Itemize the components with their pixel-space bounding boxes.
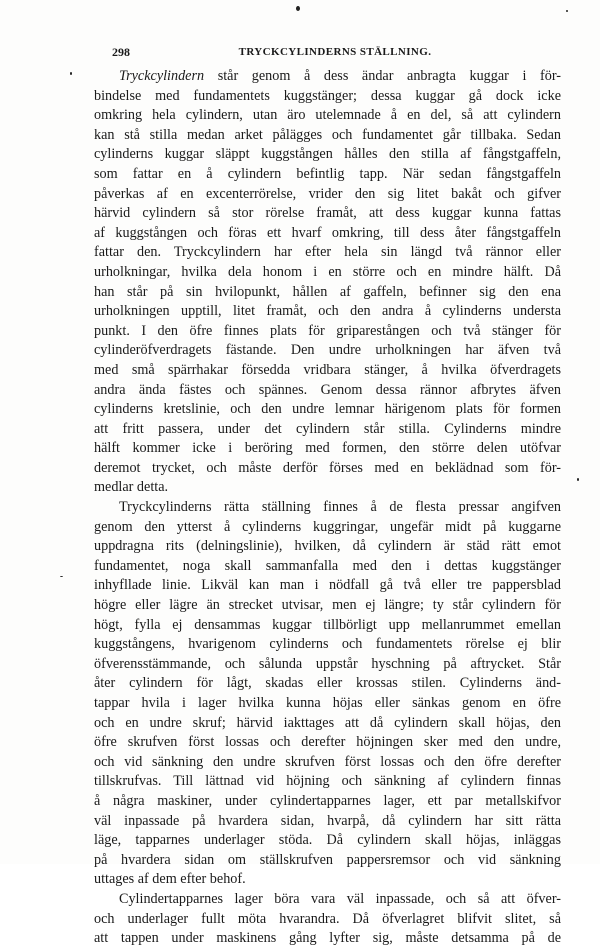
text-line: högre eller lägre än strecket utvisar, men ej längre; ty står cylindern för <box>94 597 561 614</box>
text-line: å några maskiner, under cylindertapparnes lager, ett par metallskifvor <box>94 792 561 809</box>
text-line: Tryckcylindern står genom å dess ändar anbragta kuggar i för- <box>119 68 561 84</box>
text-line: att fritt passera, under det cylindern står stilla. Cylinderns mindre <box>94 420 561 437</box>
text-line: åter cylindern för lågt, skadas eller krossas stilen. Cylinderns änd- <box>94 675 561 692</box>
running-header <box>112 44 558 60</box>
text-line: läge, tapparnes underlager stöda. Då cylindern skall höjas, inläggas <box>94 832 561 849</box>
text-line: som fattar en å cylindern befintlig tapp. När sedan fångstgaffeln <box>94 165 561 182</box>
text-line: inhyfllade linie. Likväl kan man i nödfall gå två eller tre pappersblad <box>94 577 561 594</box>
text-line: på hvardera sidan om ställskrufven pappersremsor och vid sänkning <box>94 851 561 868</box>
text-line: att tappen under maskinens gång lyfter sig, måste detsamma på de <box>94 930 561 947</box>
page-number: 298 <box>112 45 130 59</box>
text-line: tappar hvila i lager hvilka kunna höjas eller sänkas genom en öfre <box>94 695 561 711</box>
paragraph-3 <box>94 890 561 949</box>
text-line: kuggstångens, hvarigenom cylinderns och fundamentets rörelse ej blir <box>94 636 561 653</box>
text-line: andra ända fästes och spännes. Genom dessa rännor afbrytes äfven <box>94 381 561 398</box>
text-line: fattar den. Tryckcylindern har efter hela sin längd två rännor eller <box>94 244 561 261</box>
text-line: kan stå stilla medan arket pålägges och fundamentet går tillbaka. Sedan <box>94 126 561 143</box>
italic-term: Tryckcylindern <box>119 68 205 84</box>
text-line: öfre skrufven först lossas och derefter höjningen sker med den undre, <box>94 734 561 751</box>
print-speck-margin-right <box>577 478 579 481</box>
text-line: och vid sänkning den undre skrufven först lossas och den öfre derefter <box>94 753 561 770</box>
text-line: urholkningen upptill, litet framåt, och den andra å cylinderns understa <box>94 303 561 320</box>
text-line: och underlager fullt möta hvarandra. Då öfverlagret blifvit slitet, så <box>94 910 561 927</box>
print-speck-top <box>296 6 300 11</box>
text-line: han står på sin hvilopunkt, hållen af gaffeln, befinner sig den ena <box>94 283 561 300</box>
text-line: fundamentet, noga skall sammanfalla med den i dettas kuggstänger <box>94 557 561 574</box>
text-line: urholkningar, hvilka dela honom i en större och en mindre hälft. Då <box>94 263 561 280</box>
text-line: tillskrufvas. Till lättnad vid höjning och sänkning af cylindern finnas <box>94 773 561 790</box>
text-line: cylinderns kuggar släppt kuggstången hålles den stilla af fångstgaffeln, <box>94 146 561 163</box>
text-line: cylinderns kretslinie, och den undre lemnar härigenom plats för formen <box>94 401 561 418</box>
text-line: uppdragna rits (delningslinie), hvilken, då cylindern är städ rätt emot <box>94 538 561 555</box>
text-line: hälft kommer icke i beröring med formen, den större delen utöfvar <box>94 440 561 457</box>
text-line: högt, fylla ej densammas kuggar tillbörligt upp mellanrummet emellan <box>94 616 561 633</box>
text-line: genom den ytterst å cylinderns kuggringar, ungefär midt på kuggarne <box>94 518 561 535</box>
paragraph-1 <box>94 67 561 498</box>
text-line: Tryckcylinderns rätta ställning finnes å de flesta pressar angifven <box>119 499 561 516</box>
print-speck-corner <box>566 10 568 12</box>
running-title: TRYCKCYLINDERNS STÄLLNING. <box>238 46 432 58</box>
text-line: omkring hela cylindern, utan äro utelemnade å en del, så att cylindern <box>94 107 561 124</box>
paragraph-2 <box>94 498 561 890</box>
text-line: medlar detta. <box>94 479 169 496</box>
text-line: härvid cylindern så stor rörelse framåt, att dess kuggar kunna fattas <box>94 205 561 222</box>
text-line: uttages af dem efter behof. <box>94 871 246 888</box>
text-line: af kuggstången och föras ett hvarf omkring, till dess åter fångstgaffeln <box>94 224 561 241</box>
text-line: och en undre skruf; härvid iakttages att då cylindern skall höjas, den <box>94 714 561 731</box>
text-line: bindelse med fundamentets kuggstänger; dessa kuggar gå dock icke <box>94 87 561 104</box>
text-line: Cylindertapparnes lager böra vara väl inpassade, och så att öfver- <box>119 890 561 907</box>
text-line: punkt. I den öfre finnes plats för griparestången och två stänger för <box>94 322 561 339</box>
text-line: öfverensstämmande, och sålunda uppstår hyschning på aftrycket. Står <box>94 655 561 672</box>
text-line: med små spärrhakar försedda vridbara stänger, å hvilka öfverdragets <box>94 361 561 378</box>
text-line: deremot trycket, och måste derför förses med en beklädnad som för- <box>94 459 561 476</box>
body-text <box>94 67 561 949</box>
text-line: cylinderöfverdragets fästande. Den undre urholkningen har äfven två <box>94 342 561 359</box>
print-speck-margin-left <box>70 72 72 75</box>
text-line: påverkas af en excenterrörelse, vrider den sig litet bakåt och gifver <box>94 185 561 202</box>
print-speck-margin-left-low <box>60 576 63 577</box>
text-line: väl inpassade på hvardera sidan, hvarpå, då cylindern har sitt rätta <box>94 812 561 829</box>
